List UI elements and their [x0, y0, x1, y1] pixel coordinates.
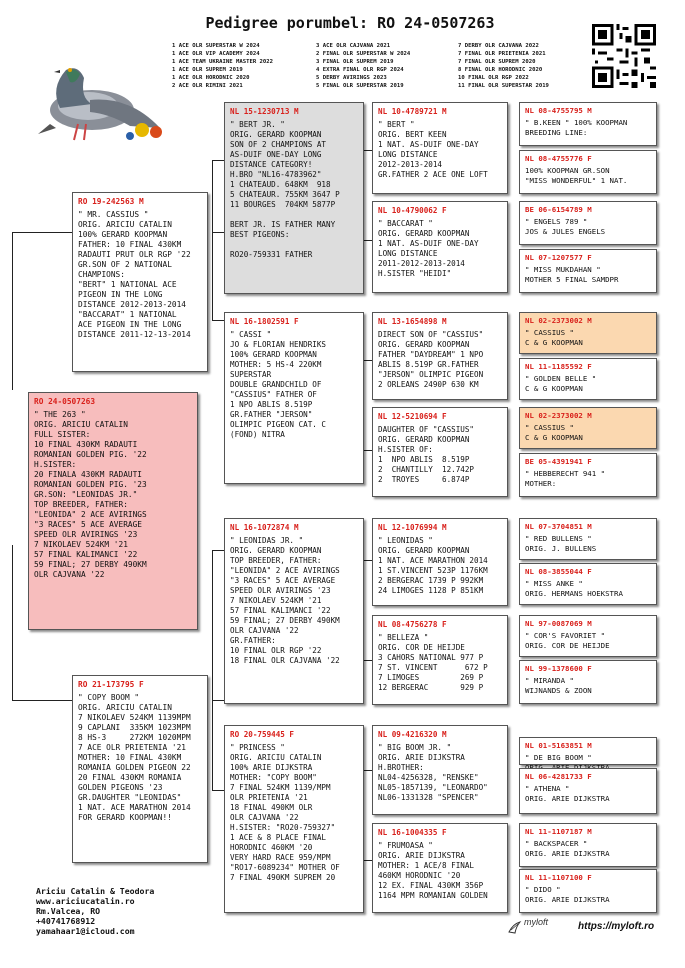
ring-number: NL 13-1654898 M	[378, 317, 447, 326]
ring-number: BE 05-4391941 F	[525, 457, 592, 466]
ring-number: NL 11-1107187 M	[525, 827, 592, 836]
grandparent-card[interactable]	[224, 102, 364, 294]
pigeon-description: " DE BIG BOOM "	[525, 753, 592, 762]
pigeon-description: " MIRANDA " WIJNANDS & ZOON	[525, 676, 592, 695]
gen4-card[interactable]	[519, 312, 657, 354]
great-grandparent-card[interactable]	[372, 201, 508, 293]
pigeon-description: " BACKSPACER " ORIG. ARIE DIJKSTRA	[525, 839, 610, 858]
ring-number: NL 08-4755776 F	[525, 154, 592, 163]
result-item: 1 ACE OLR HORODNIC 2020	[172, 75, 250, 81]
gen4-card[interactable]	[519, 823, 657, 867]
result-item: 1 ACE OLR VIP ACADEMY 2024	[172, 51, 260, 57]
gen4-card[interactable]	[519, 869, 657, 913]
gen4-card[interactable]	[519, 563, 657, 605]
ring-number: NL 02-2373002 M	[525, 411, 592, 420]
pigeon-description: " MISS ANKE " ORIG. HERMANS HOEKSTRA	[525, 579, 623, 598]
gen4-card[interactable]	[519, 660, 657, 704]
pigeon-logo	[30, 48, 170, 148]
grandparent-card[interactable]	[224, 725, 364, 913]
connector-line	[212, 790, 224, 791]
ring-number: NL 02-2373002 M	[525, 316, 592, 325]
connector-line	[212, 700, 224, 701]
great-grandparent-card[interactable]	[372, 407, 508, 497]
gen4-card[interactable]	[519, 201, 657, 245]
ring-number: NL 12-1076994 M	[378, 523, 447, 532]
ring-number: NL 08-4755795 M	[525, 106, 592, 115]
gen4-card[interactable]	[519, 737, 657, 765]
ring-number: NL 15-1230713 M	[230, 107, 299, 116]
ring-number: RO 24-0507263	[34, 397, 96, 406]
result-item: 10 FINAL OLR RGP 2022	[458, 75, 529, 81]
ring-number: NL 06-4281733 F	[525, 772, 592, 781]
pigeon-description: " BERT " ORIG. BERT KEEN 1 NAT. AS-DUIF ONE-DAY LONG DISTANCE 2012-2013-2014 GR.FATHER 2 ACE ONE LOFT	[378, 120, 488, 179]
pigeon-description: " BELLEZA " ORIG. COR DE HEIJDE 3 CAHORS NATIONAL 977 P 7 ST. VINCENT 672 P 7 LIMOGES 269 P 12 BERGERAC 929 P	[378, 633, 488, 692]
dam-card[interactable]	[72, 675, 208, 863]
result-item: 3 FINAL OLR SUPREM 2019	[316, 59, 394, 65]
connector-line	[12, 232, 13, 390]
gen4-card[interactable]	[519, 407, 657, 449]
pigeon-description: 100% KOOPMAN GR.SON "MISS WONDERFUL" 1 NAT.	[525, 166, 628, 185]
page-title: Pedigree porumbel: RO 24-0507263	[205, 14, 495, 32]
ring-number: NL 01-5163851 M	[525, 741, 592, 750]
ring-number: NL 97-0087069 M	[525, 619, 592, 628]
result-item: 3 ACE OLR CAJVANA 2021	[316, 43, 391, 49]
result-item: 1 ACE OLR SUPREM 2019	[172, 67, 243, 73]
ring-number: NL 07-1207577 F	[525, 253, 592, 262]
connector-line	[12, 232, 72, 233]
pigeon-description: " BIG BOOM JR. " ORIG. ARIE DIJKSTRA H.BROTHER: NL04-4256328, "RENSKE" NL05-1857139, "LEONARDO" NL06-1331328 "SPENCER"	[378, 743, 488, 802]
owner-email[interactable]: yamahaar1@icloud.com	[36, 926, 135, 936]
great-grandparent-card[interactable]	[372, 518, 508, 606]
connector-line	[212, 320, 224, 321]
ring-number: RO 19-242563 M	[78, 197, 144, 206]
great-grandparent-card[interactable]	[372, 312, 508, 400]
pigeon-description: " HEBBERECHT 941 " MOTHER:	[525, 469, 606, 488]
pigeon-description: " BERT JR. " ORIG. GERARD KOOPMAN SON OF 2 CHAMPIONS AT AS-DUIF ONE-DAY LONG DISTANCE CATEGORY! H.BRO "NL16-4783962" 1 CHATEAUD. 648KM 918 5 CHATEAUR. 755KM 3647 P 11 BOURGES 704KM 5877P BERT JR. IS FATHER MANY BEST PIGEONS: RO20-759331 FATHER	[230, 120, 340, 259]
ring-number: NL 10-4789721 M	[378, 107, 447, 116]
pigeon-description: " COR'S FAVORIET " ORIG. COR DE HEIJDE	[525, 631, 610, 650]
result-item: 5 FINAL OLR SUPERSTAR 2019	[316, 83, 404, 89]
connector-line	[212, 550, 213, 790]
great-grandparent-card[interactable]	[372, 102, 508, 194]
ring-number: NL 12-5210694 F	[378, 412, 447, 421]
ring-number: BE 06-6154789 M	[525, 205, 592, 214]
connector-line	[12, 545, 13, 700]
result-item: 7 DERBY OLR CAJVANA 2022	[458, 43, 539, 49]
pigeon-description: " LEONIDAS " ORIG. GERARD KOOPMAN 1 NAT. ACE MARATHON 2014 1 ST.VINCENT 523P 1176KM 2 BERGERAC 1739 P 992KM 24 LIMOGES 1128 P 851KM	[378, 536, 488, 595]
ring-number: NL 07-3704851 M	[525, 522, 592, 531]
myloft-brand: myloft	[524, 917, 549, 927]
pigeon-description: " THE 263 " ORIG. ARICIU CATALIN FULL SISTER: 10 FINAL 430KM RADAUTI ROMANIAN GOLDEN PIG. '22 H.SISTER: 20 FINALA 430KM RADAUTI ROMANIAN GOLDEN PIG. '23 GR.SON: "LEONIDAS JR." TOP BREEDER, FATHER: "LEONIDA" 2 ACE AVIRINGS "3 RACES" 5 ACE AVERAGE SPEED OLR AVIRINGS '23 7 NIKOLAEV 524KM '21 57 FINAL KALIMANCI '22 59 FINAL; 27 DERBY 490KM OLR CAJVANA '22	[34, 410, 147, 579]
results-column-3	[458, 42, 598, 90]
ring-number: NL 11-1185592 F	[525, 362, 592, 371]
connector-line	[212, 550, 224, 551]
owner-contact	[36, 886, 154, 936]
result-item: 5 DERBY AVIRINGS 2023	[316, 75, 387, 81]
pigeon-description: " FRUMOASA " ORIG. ARIE DIJKSTRA MOTHER: 1 ACE/8 FINAL 460KM HORODNIC '20 12 EX. FINAL 430KM 356P 1164 MPM ROMANIAN GOLDEN	[378, 841, 488, 900]
qr-code-icon[interactable]	[592, 24, 656, 88]
gen4-card[interactable]	[519, 150, 657, 194]
sire-card[interactable]	[72, 192, 208, 372]
pigeon-description: " COPY BOOM " ORIG. ARICIU CATALIN 7 NIKOLAEV 524KM 1139MPM 9 CAPLANI 335KM 1023MPM 8 HS-3 272KM 1020MPM 7 ACE OLR PRIETENIA '21 MOTHER: 10 FINAL 430KM ROMANIA GOLDEN PIGEON 22 20 FINAL 430KM ROMANIA GOLDEN PIGEONS '23 GR.DAUGHTER "LEONIDAS" 1 NAT. ACE MARATHON 2014 FOR GERARD KOOPMAN!!	[78, 693, 191, 822]
great-grandparent-card[interactable]	[372, 615, 508, 705]
pigeon-description: " CASSI " JO & FLORIAN HENDRIKS 100% GERARD KOOPMAN MOTHER: 5 HS-4 220KM SUPERSTAR DOUBLE GRANDCHILD OF "CASSIUS" FATHER OF 1 NPO ABLIS 8.519P GR.FATHER "JERSON" OLIMPIC PIGEON CAT. C (FOND) NITRA	[230, 330, 327, 439]
pigeon-description: DAUGHTER OF "CASSIUS" ORIG. GERARD KOOPMAN H.SISTER OF: 1 NPO ABLIS 8.519P 2 CHANTILLY 12.742P 2 TROYES 6.874P	[378, 425, 475, 484]
connector-line	[212, 160, 213, 320]
result-item: 11 FINAL OLR SUPERSTAR 2019	[458, 83, 549, 89]
gen4-card[interactable]	[519, 453, 657, 497]
results-column-1	[172, 42, 312, 90]
ring-number: RO 20-759445 F	[230, 730, 295, 739]
myloft-logo-icon	[507, 920, 523, 936]
result-item: 7 FINAL OLR PRIETENIA 2021	[458, 51, 546, 57]
ring-number: NL 09-4216320 M	[378, 730, 447, 739]
gen4-card[interactable]	[519, 615, 657, 657]
gen4-card[interactable]	[519, 768, 657, 814]
subject-card[interactable]	[28, 392, 198, 630]
result-item: 7 FINAL OLR SUPREM 2020	[458, 59, 536, 65]
pigeon-description: " RED BULLENS " ORIG. J. BULLENS	[525, 534, 597, 553]
myloft-website-link[interactable]: https://myloft.ro	[578, 921, 655, 932]
connector-line	[12, 700, 72, 701]
gen4-card[interactable]	[519, 358, 657, 400]
ring-number: NL 16-1004335 F	[378, 828, 447, 837]
pigeon-description: DIRECT SON OF "CASSIUS" ORIG. GERARD KOOPMAN FATHER "DAYDREAM" 1 NPO ABLIS 8.519P GR.FATHER "JERSON" OLIMPIC PIGEON 2 ORLEANS 2490P 630 KM	[378, 330, 484, 389]
connector-line	[212, 160, 224, 161]
pigeon-description: " B.KEEN " 100% KOOPMAN BREEDING LINE:	[525, 118, 628, 137]
ring-number: NL 08-4756278 F	[378, 620, 447, 629]
pigeon-description: " ENGELS 789 " JOS & JULES ENGELS	[525, 217, 606, 236]
ring-number: NL 08-3855044 F	[525, 567, 592, 576]
result-item: 2 ACE OLR RIMINI 2021	[172, 83, 243, 89]
pigeon-description: " LEONIDAS JR. " ORIG. GERARD KOOPMAN TOP BREEDER, FATHER: "LEONIDA" 2 ACE AVIRINGS "3 RACES" 5 ACE AVERAGE SPEED OLR AVIRINGS '23 7 NIKOLAEV 524KM '21 57 FINAL KALIMANCI '22 59 FINAL; 27 DERBY 490KM OLR CAJVANA '22 GR.FATHER: 10 FINAL OLR RGP '22 18 FINAL OLR CAJVANA '22	[230, 536, 340, 665]
result-item: 1 ACE OLR SUPERSTAR W 2024	[172, 43, 260, 49]
owner-website-link[interactable]: www.ariciucatalin.ro	[36, 896, 135, 906]
pigeon-description: " ATHENA " ORIG. ARIE DIJKSTRA	[525, 784, 610, 803]
gen4-card[interactable]	[519, 249, 657, 293]
ring-number: NL 16-1072874 M	[230, 523, 299, 532]
pigeon-description: " BACCARAT " ORIG. GERARD KOOPMAN 1 NAT. AS-DUIF ONE-DAY LONG DISTANCE 2011-2012-2013-2014 H.SISTER "HEIDI"	[378, 219, 479, 278]
owner-city: Rm.Valcea, RO	[36, 906, 101, 916]
great-grandparent-card[interactable]	[372, 823, 508, 913]
ring-number: NL 11-1107100 F	[525, 873, 592, 882]
pigeon-description: " MR. CASSIUS " ORIG. ARICIU CATALIN 100% GERARD KOOPMAN FATHER: 10 FINAL 430KM RADAUTI PRUT OLR RGP '22 GR.SON OF 2 NATIONAL CHAMPIONS: "BERT" 1 NATIONAL ACE PIGEON IN THE LONG DISTANCE 2012-2013-2014 "BACCARAT" 1 NATIONAL ACE PIGEON IN THE LONG DISTANCE 2011-12-13-2014	[78, 210, 191, 339]
owner-name: Ariciu Catalin & Teodora	[36, 886, 155, 896]
pigeon-description: " CASSIUS " C & G KOOPMAN	[525, 423, 583, 442]
ring-number: NL 16-1802591 F	[230, 317, 299, 326]
gen4-card[interactable]	[519, 102, 657, 146]
results-column-2	[316, 42, 456, 90]
grandparent-card[interactable]	[224, 312, 364, 484]
pigeon-description: " MISS MUKDAHAN " MOTHER 5 FINAL SAMDPR	[525, 265, 619, 284]
pigeon-description: " PRINCESS " ORIG. ARICIU CATALIN 100% ARIE DIJKSTRA MOTHER: "COPY BOOM" 7 FINAL 524KM 1139/MPM OLR PRIETENIA '21 18 FINAL 490KM OLR OLR CAJVANA '22 H.SISTER: "RO20-759327" 1 ACE & 8 PLACE FINAL HORODNIC 460KM '20 VERY HARD RACE 959/MPM "RO17-6089234" MOTHER OF 7 FINAL 490KM SUPREM 20	[230, 743, 340, 882]
pigeon-description: " DIDO " ORIG. ARIE DIJKSTRA	[525, 885, 610, 904]
grandparent-card[interactable]	[224, 518, 364, 704]
pigeon-icon	[30, 48, 170, 148]
owner-phone: +40741768912	[36, 916, 96, 926]
result-item: 1 ACE TEAM UKRAINE MASTER 2022	[172, 59, 274, 65]
result-item: 2 FINAL OLR SUPERSTAR W 2024	[316, 51, 411, 57]
ring-number: NL 99-1378600 F	[525, 664, 592, 673]
result-item: 4 EXTRA FINAL OLR RGP 2024	[316, 67, 404, 73]
pigeon-description: " GOLDEN BELLE " C & G KOOPMAN	[525, 374, 597, 393]
connector-line	[212, 232, 224, 233]
gen4-card[interactable]	[519, 518, 657, 560]
ring-number: RO 21-173795 F	[78, 680, 144, 689]
ring-number: NL 10-4790062 F	[378, 206, 447, 215]
great-grandparent-card[interactable]	[372, 725, 508, 815]
pigeon-description: " CASSIUS " C & G KOOPMAN	[525, 328, 583, 347]
result-item: 8 FINAL OLR HORODNIC 2020	[458, 67, 543, 73]
